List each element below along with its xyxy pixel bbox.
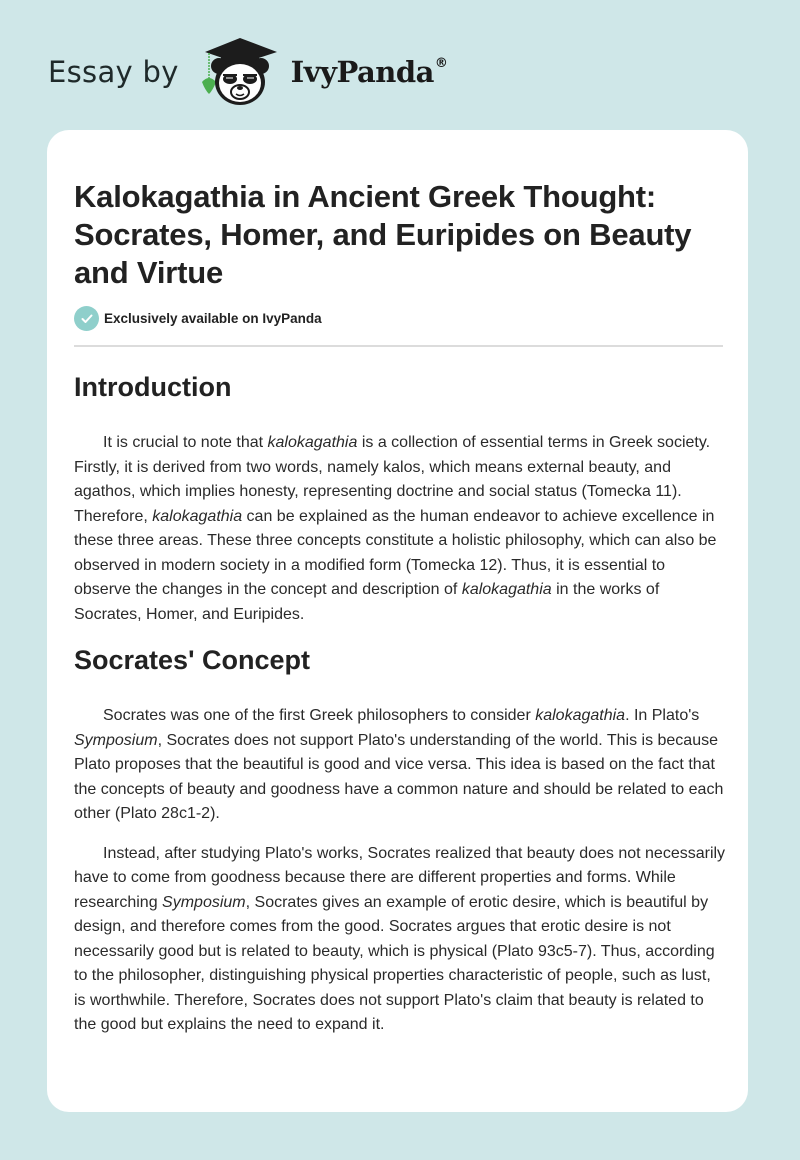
italic-term: kalokagathia bbox=[152, 507, 243, 525]
exclusive-label: Exclusively available on IvyPanda bbox=[104, 311, 322, 326]
brand-name: IvyPanda® bbox=[290, 55, 448, 89]
section-heading: Socrates' Concept bbox=[74, 645, 310, 675]
paragraph: Socrates was one of the first Greek philosophers to consider kalokagathia. In Plato's Symposium, Socrates does not support Plato's understanding of the world. This is because Plato proposes that the beautiful is good and vice versa. This idea is based on the fact that the concepts of beauty and goodness have a common nature and should be related to each other (Plato 28c1-2). bbox=[74, 707, 724, 822]
exclusive-badge bbox=[74, 306, 322, 331]
italic-term: kalokagathia bbox=[535, 707, 626, 724]
section-heading: Introduction bbox=[74, 372, 232, 402]
italic-term: Symposium bbox=[162, 893, 246, 911]
title-divider bbox=[74, 345, 723, 347]
essay-body bbox=[74, 358, 726, 1038]
panda-graduation-cap-icon bbox=[197, 36, 283, 108]
italic-term: kalokagathia bbox=[461, 581, 552, 598]
section-introduction bbox=[74, 367, 726, 627]
italic-term: kalokagathia bbox=[267, 434, 358, 451]
registered-trademark: ® bbox=[434, 56, 448, 72]
section-socrates-concept bbox=[74, 640, 726, 1038]
check-circle-icon bbox=[74, 306, 99, 331]
page-title: Kalokagathia in Ancient Greek Thought: Socrates, Homer, and Euripides on Beauty and Virtue bbox=[74, 179, 692, 290]
essay-card bbox=[47, 130, 748, 1112]
paragraph: It is crucial to note that kalokagathia is a collection of essential terms in Greek society. Firstly, it is derived from two words, namely kalos, which means external beauty, and agathos, which implies honesty, representing doctrine and social status (Tomecka 11). Therefore, kalokagathia can be explained as the human endeavor to achieve excellence in these three areas. These three concepts constitute a holistic philosophy, which can also be observed in modern society in a modified form (Tomecka 12). Thus, it is essential to observe the changes in the concept and description of kalokagathia in the works of Socrates, Homer, and Euripides. bbox=[74, 434, 717, 623]
site-header-brand[interactable] bbox=[48, 36, 447, 108]
italic-term: Symposium bbox=[74, 731, 158, 749]
essay-by-label: Essay by bbox=[48, 55, 179, 89]
paragraph: Instead, after studying Plato's works, Socrates realized that beauty does not necessarily have to come from goodness because there are different properties and forms. While researching Symposium, Socrates gives an example of erotic desire, which is beautiful by design, and therefore comes from the good. Socrates argues that erotic desire is not necessarily good but is related to beauty, which is physical (Plato 93c5-7). Thus, according to the philosopher, distinguishing physical properties characteristic of people, such as lust, is worthwhile. Therefore, Socrates does not support Plato's claim that beauty is related to the good but explains the need to expand it. bbox=[74, 844, 726, 1033]
